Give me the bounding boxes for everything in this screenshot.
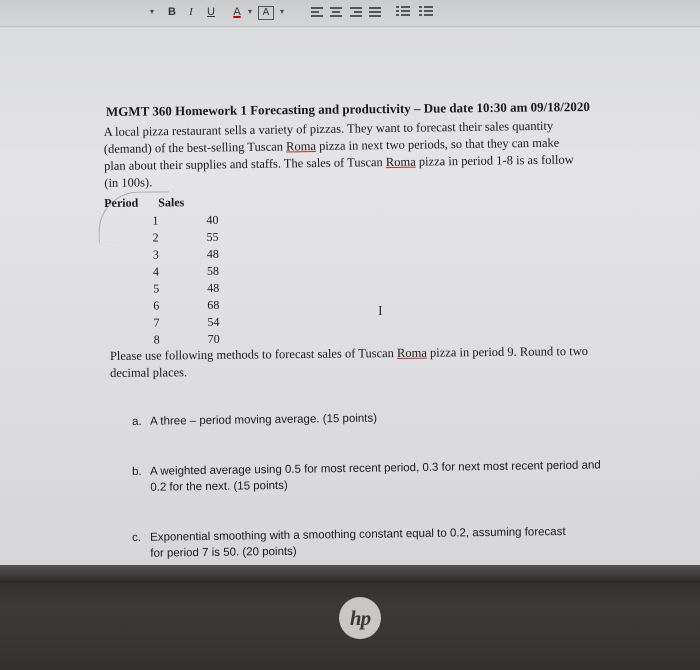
sales-cell: 58: [206, 263, 220, 278]
period-cell: 6: [153, 298, 160, 313]
sales-cell: 68: [207, 297, 220, 312]
sales-cell: 48: [206, 246, 219, 261]
table-row: [105, 230, 225, 248]
highlight-button[interactable]: A: [258, 6, 274, 20]
underline-button[interactable]: U: [207, 6, 215, 18]
question-a: [132, 408, 532, 428]
sales-cell: 70: [207, 331, 220, 346]
question-c-label: c.: [132, 531, 142, 544]
align-left-icon[interactable]: [311, 7, 323, 17]
italic-button[interactable]: I: [189, 6, 193, 18]
table-row: [105, 315, 225, 333]
table-row: [105, 298, 225, 316]
period-cell: 5: [153, 281, 160, 296]
table-row: [104, 213, 224, 231]
para-text-3: pizza in period 1-8 is as follow (in 100s).: [104, 152, 574, 190]
font-size-dropdown[interactable]: ▾: [149, 7, 154, 16]
header-sales: Sales: [158, 195, 185, 210]
sales-cell: 55: [206, 229, 219, 244]
align-center-icon[interactable]: [330, 7, 342, 17]
question-b: [132, 457, 612, 494]
question-a-label: a.: [132, 415, 142, 428]
question-c: [132, 524, 592, 560]
table-header: [104, 195, 224, 214]
period-cell: 4: [152, 264, 160, 279]
bulleted-list-icon[interactable]: [396, 6, 410, 18]
instr-text-1: Please use following methods to forecast sales of Tuscan: [109, 345, 398, 364]
question-b-text: A weighted average using 0.5 for most recent period, 0.3 for next most recent period and 0.2 for the next. (15 points): [150, 459, 601, 494]
question-c-text: Exponential smoothing with a smoothing constant equal to 0.2, assuming forecast for period 7 is 50. (20 points): [150, 525, 566, 560]
roma-word-1: Roma: [286, 139, 317, 154]
table-row: [105, 281, 225, 299]
period-cell: 3: [152, 247, 159, 262]
document-page: [60, 26, 700, 575]
hp-logo-icon: [339, 597, 381, 639]
highlight-dropdown[interactable]: ▾: [279, 7, 284, 16]
justify-icon[interactable]: [369, 7, 381, 17]
problem-description: [104, 117, 575, 192]
sales-table: [104, 195, 226, 350]
numbered-list-icon[interactable]: [419, 6, 433, 18]
roma-word-3: Roma: [396, 345, 427, 360]
period-cell: 8: [153, 332, 160, 347]
hp-logo-text: hp: [349, 605, 371, 630]
table-row: [105, 264, 225, 282]
sales-cell: 40: [206, 212, 219, 227]
para-text-1: A local pizza restaurant sells a variety of pizzas. They want to forecast their sales quantity (demand) of the best-selling Tuscan: [103, 118, 554, 157]
period-cell: 2: [152, 230, 159, 245]
bezel-edge: [0, 565, 700, 583]
align-right-icon[interactable]: [350, 7, 362, 17]
instr-text-2: pizza in period 9. Round to two decimal places.: [110, 343, 589, 380]
question-a-text: A three – period moving average. (15 points): [150, 412, 378, 428]
formatting-toolbar: [0, 0, 700, 27]
period-cell: 7: [153, 315, 160, 330]
instructions: [110, 343, 610, 382]
bold-button[interactable]: B: [168, 6, 176, 18]
font-color-dropdown[interactable]: ▾: [247, 7, 252, 16]
table-row: [105, 247, 225, 265]
period-cell: 1: [152, 213, 159, 228]
page-title: MGMT 360 Homework 1 Forecasting and productivity – Due date 10:30 am 09/18/2020: [105, 98, 590, 119]
para-text-2: pizza in next two periods, so that they can make plan about their supplies and staffs. The sales of Tuscan: [104, 135, 560, 173]
question-b-label: b.: [132, 465, 142, 478]
sales-cell: 48: [207, 280, 220, 295]
sales-cell: 54: [207, 314, 220, 329]
header-period: Period: [104, 195, 139, 211]
font-color-button[interactable]: A: [233, 6, 241, 18]
text-cursor-icon: I: [378, 304, 383, 319]
roma-word-2: Roma: [385, 154, 416, 170]
